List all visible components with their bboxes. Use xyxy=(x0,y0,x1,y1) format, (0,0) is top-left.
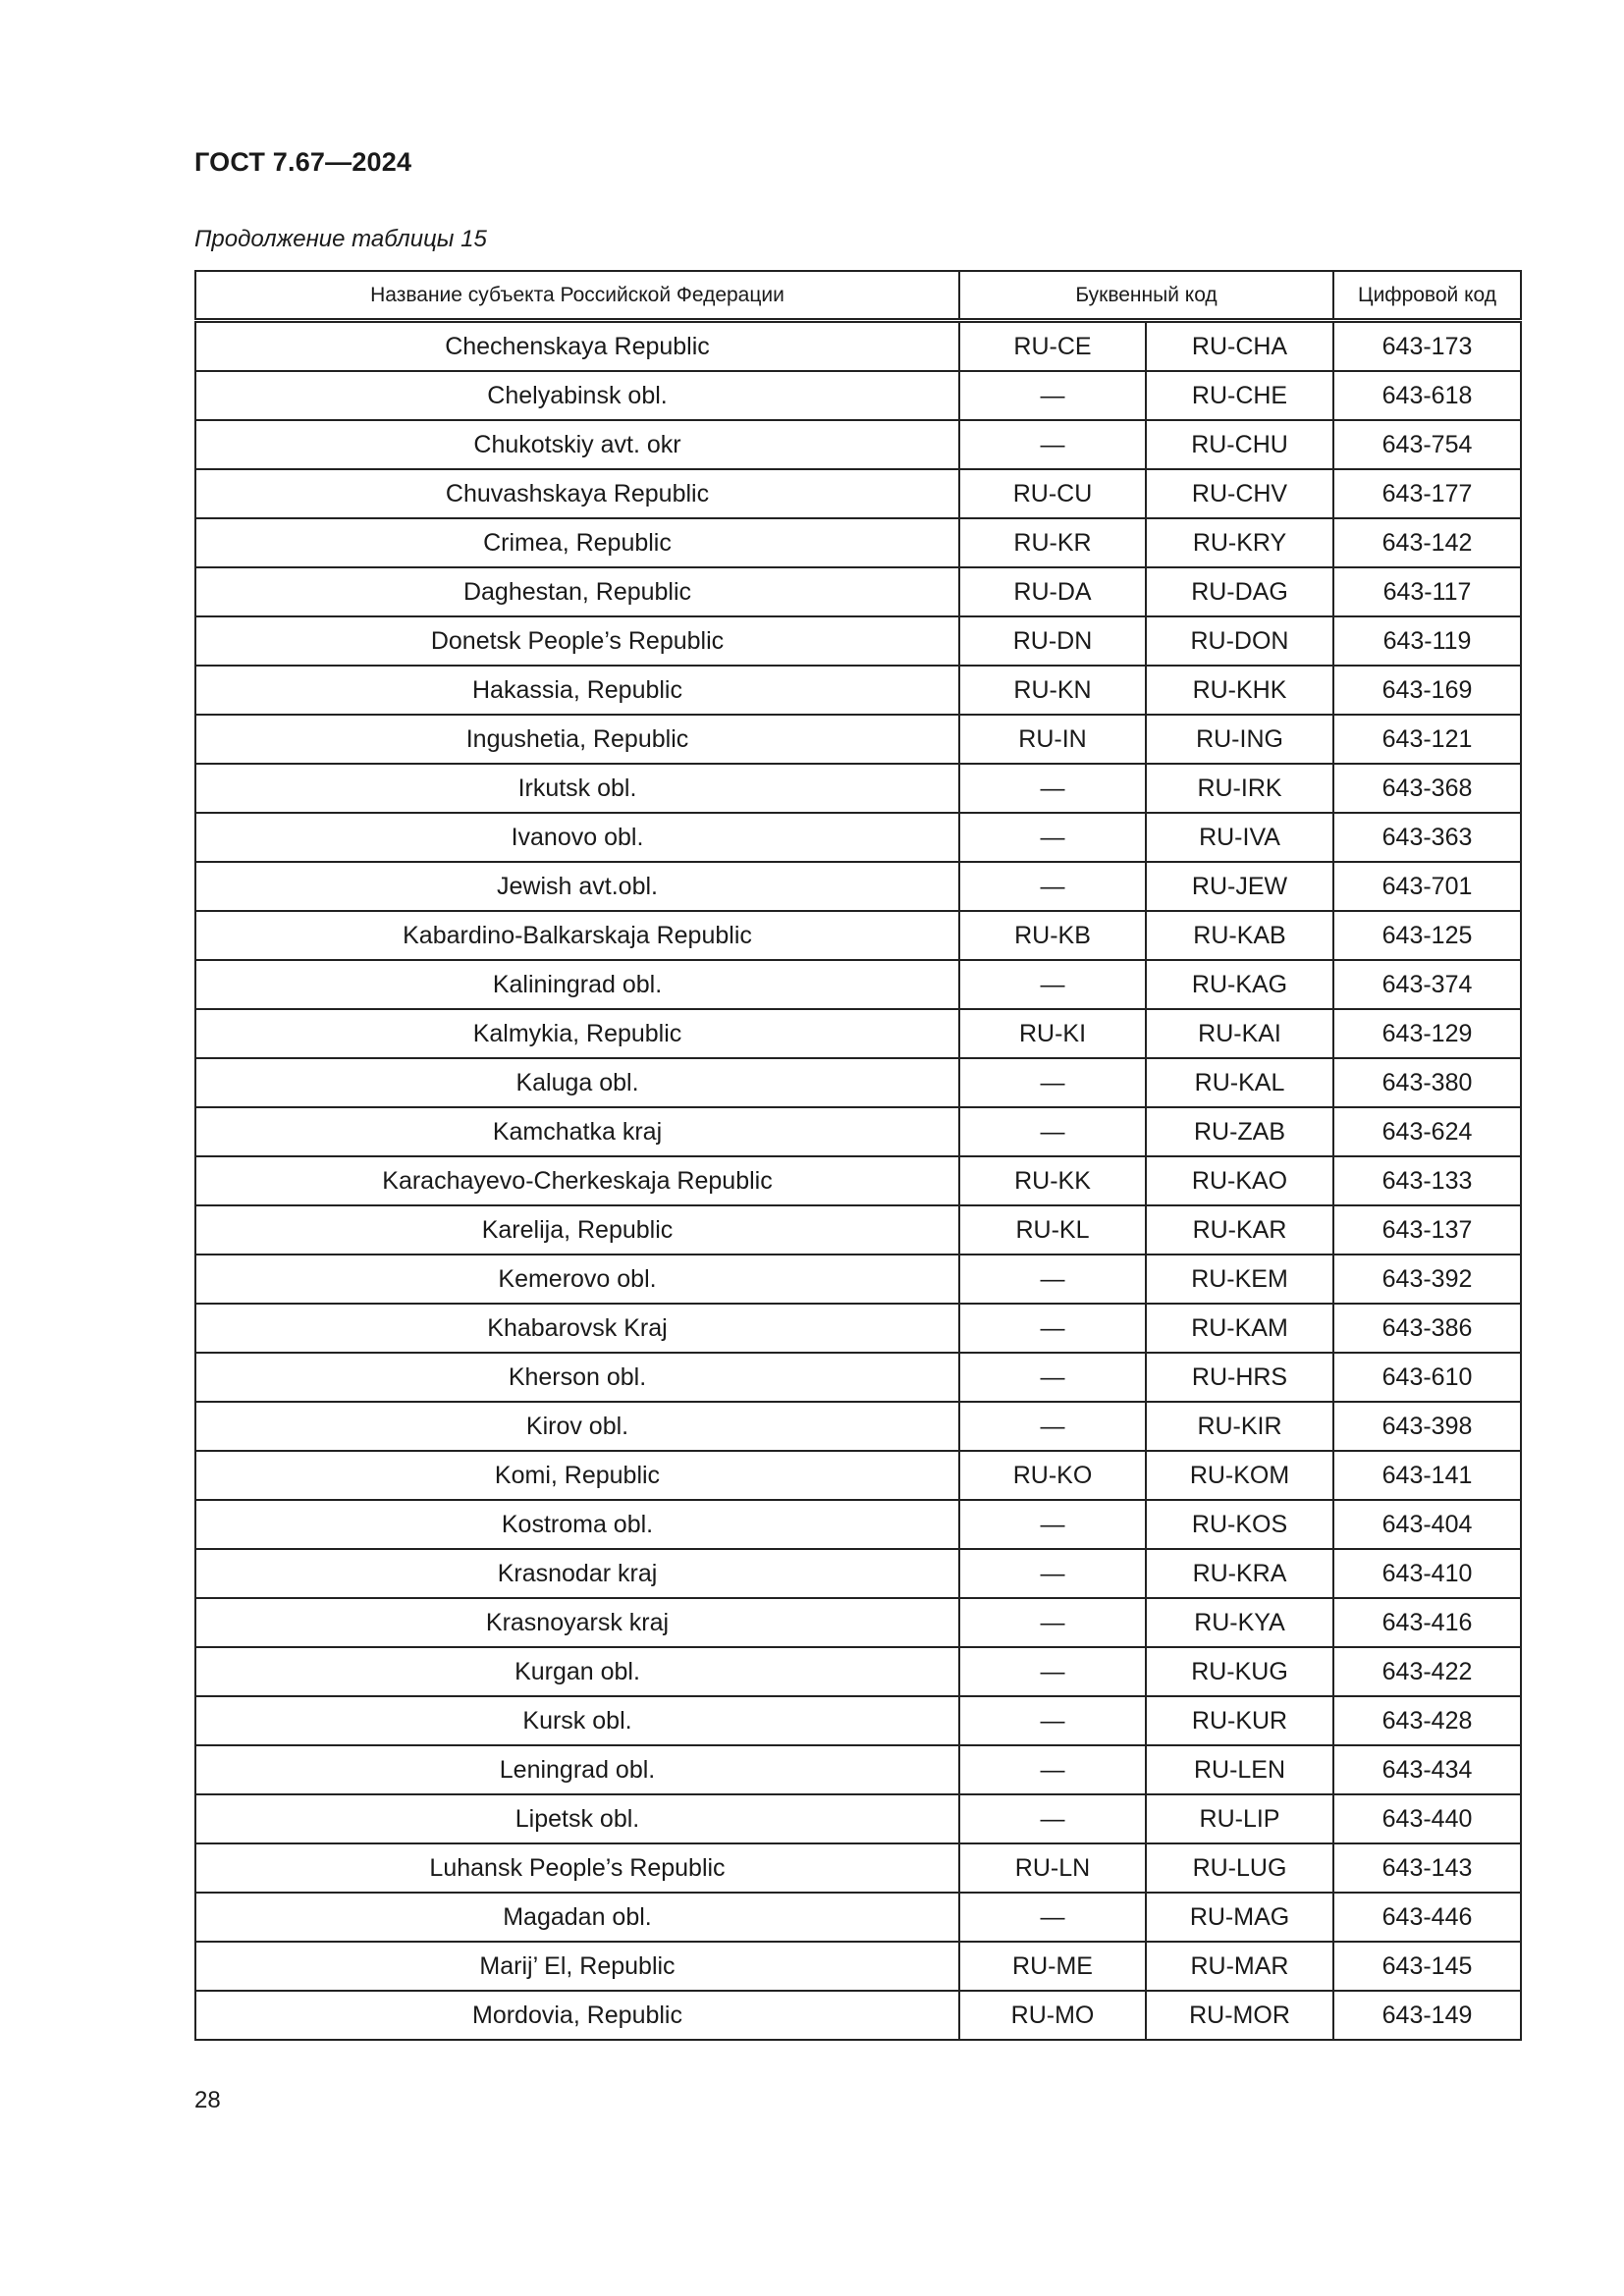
cell-region-name: Kurgan obl. xyxy=(195,1647,959,1696)
table-row xyxy=(195,1647,1521,1696)
cell-numeric-code: 643-125 xyxy=(1333,911,1521,960)
table-row xyxy=(195,1255,1521,1304)
cell-alpha3-code: RU-ZAB xyxy=(1146,1107,1333,1156)
page-number: 28 xyxy=(194,2087,221,2113)
cell-region-name: Mordovia, Republic xyxy=(195,1991,959,2040)
cell-alpha2-code: — xyxy=(959,1794,1146,1843)
cell-alpha3-code: RU-MAG xyxy=(1146,1893,1333,1942)
cell-alpha3-code: RU-CHU xyxy=(1146,420,1333,469)
table-row xyxy=(195,518,1521,567)
cell-numeric-code: 643-173 xyxy=(1333,321,1521,372)
cell-numeric-code: 643-434 xyxy=(1333,1745,1521,1794)
cell-alpha2-code: RU-ME xyxy=(959,1942,1146,1991)
cell-alpha3-code: RU-MOR xyxy=(1146,1991,1333,2040)
cell-numeric-code: 643-129 xyxy=(1333,1009,1521,1058)
cell-region-name: Chechenskaya Republic xyxy=(195,321,959,372)
cell-region-name: Ivanovo obl. xyxy=(195,813,959,862)
table-row xyxy=(195,567,1521,616)
cell-alpha3-code: RU-KYA xyxy=(1146,1598,1333,1647)
table-row xyxy=(195,1893,1521,1942)
table-row xyxy=(195,862,1521,911)
cell-alpha3-code: RU-KHK xyxy=(1146,666,1333,715)
table-row xyxy=(195,420,1521,469)
cell-numeric-code: 643-404 xyxy=(1333,1500,1521,1549)
cell-alpha2-code: — xyxy=(959,371,1146,420)
cell-numeric-code: 643-398 xyxy=(1333,1402,1521,1451)
cell-alpha2-code: RU-KI xyxy=(959,1009,1146,1058)
cell-region-name: Donetsk People’s Republic xyxy=(195,616,959,666)
cell-numeric-code: 643-177 xyxy=(1333,469,1521,518)
cell-region-name: Kemerovo obl. xyxy=(195,1255,959,1304)
cell-alpha2-code: RU-CE xyxy=(959,321,1146,372)
cell-region-name: Crimea, Republic xyxy=(195,518,959,567)
cell-alpha3-code: RU-KIR xyxy=(1146,1402,1333,1451)
cell-region-name: Karelija, Republic xyxy=(195,1205,959,1255)
cell-alpha3-code: RU-CHA xyxy=(1146,321,1333,372)
table-row xyxy=(195,911,1521,960)
cell-alpha2-code: RU-KL xyxy=(959,1205,1146,1255)
cell-region-name: Magadan obl. xyxy=(195,1893,959,1942)
cell-region-name: Luhansk People’s Republic xyxy=(195,1843,959,1893)
cell-numeric-code: 643-143 xyxy=(1333,1843,1521,1893)
cell-alpha2-code: RU-DN xyxy=(959,616,1146,666)
cell-region-name: Marij’ El, Republic xyxy=(195,1942,959,1991)
cell-region-name: Karachayevo-Cherkeskaja Republic xyxy=(195,1156,959,1205)
cell-alpha3-code: RU-DON xyxy=(1146,616,1333,666)
table-row xyxy=(195,1304,1521,1353)
table-row xyxy=(195,1402,1521,1451)
cell-numeric-code: 643-386 xyxy=(1333,1304,1521,1353)
cell-region-name: Kostroma obl. xyxy=(195,1500,959,1549)
cell-alpha3-code: RU-LEN xyxy=(1146,1745,1333,1794)
cell-region-name: Ingushetia, Republic xyxy=(195,715,959,764)
table-header-row xyxy=(195,271,1521,321)
table-row xyxy=(195,1696,1521,1745)
table-row xyxy=(195,469,1521,518)
cell-alpha2-code: — xyxy=(959,1696,1146,1745)
table-row xyxy=(195,960,1521,1009)
cell-alpha2-code: — xyxy=(959,1402,1146,1451)
cell-alpha3-code: RU-KAI xyxy=(1146,1009,1333,1058)
table-row xyxy=(195,1549,1521,1598)
table-row xyxy=(195,1353,1521,1402)
document-header: ГОСТ 7.67—2024 xyxy=(194,147,412,177)
table-row xyxy=(195,764,1521,813)
cell-region-name: Kamchatka kraj xyxy=(195,1107,959,1156)
cell-alpha3-code: RU-CHV xyxy=(1146,469,1333,518)
table-row xyxy=(195,1156,1521,1205)
cell-region-name: Kherson obl. xyxy=(195,1353,959,1402)
cell-alpha3-code: RU-IVA xyxy=(1146,813,1333,862)
cell-alpha2-code: RU-KK xyxy=(959,1156,1146,1205)
cell-alpha2-code: — xyxy=(959,1500,1146,1549)
cell-alpha3-code: RU-LIP xyxy=(1146,1794,1333,1843)
cell-region-name: Chukotskiy avt. okr xyxy=(195,420,959,469)
cell-region-name: Hakassia, Republic xyxy=(195,666,959,715)
table-row xyxy=(195,1794,1521,1843)
cell-region-name: Chelyabinsk obl. xyxy=(195,371,959,420)
table-row xyxy=(195,1598,1521,1647)
cell-numeric-code: 643-422 xyxy=(1333,1647,1521,1696)
cell-region-name: Kirov obl. xyxy=(195,1402,959,1451)
cell-numeric-code: 643-428 xyxy=(1333,1696,1521,1745)
cell-alpha3-code: RU-KOM xyxy=(1146,1451,1333,1500)
cell-region-name: Kalmykia, Republic xyxy=(195,1009,959,1058)
cell-numeric-code: 643-117 xyxy=(1333,567,1521,616)
cell-region-name: Kaluga obl. xyxy=(195,1058,959,1107)
cell-alpha2-code: — xyxy=(959,813,1146,862)
cell-alpha2-code: — xyxy=(959,1598,1146,1647)
cell-alpha2-code: — xyxy=(959,1353,1146,1402)
cell-numeric-code: 643-610 xyxy=(1333,1353,1521,1402)
cell-alpha3-code: RU-KAB xyxy=(1146,911,1333,960)
cell-numeric-code: 643-119 xyxy=(1333,616,1521,666)
cell-alpha2-code: RU-KN xyxy=(959,666,1146,715)
cell-alpha2-code: RU-IN xyxy=(959,715,1146,764)
cell-alpha2-code: — xyxy=(959,1893,1146,1942)
cell-alpha3-code: RU-DAG xyxy=(1146,567,1333,616)
table-continuation-caption: Продолжение таблицы 15 xyxy=(194,226,487,252)
cell-numeric-code: 643-121 xyxy=(1333,715,1521,764)
cell-alpha3-code: RU-ING xyxy=(1146,715,1333,764)
column-header-letter-code: Буквенный код xyxy=(959,271,1333,321)
cell-numeric-code: 643-446 xyxy=(1333,1893,1521,1942)
cell-numeric-code: 643-618 xyxy=(1333,371,1521,420)
cell-numeric-code: 643-624 xyxy=(1333,1107,1521,1156)
cell-alpha2-code: RU-KB xyxy=(959,911,1146,960)
column-header-digital-code: Цифровой код xyxy=(1333,271,1521,321)
cell-alpha2-code: — xyxy=(959,1107,1146,1156)
cell-numeric-code: 643-169 xyxy=(1333,666,1521,715)
cell-numeric-code: 643-149 xyxy=(1333,1991,1521,2040)
cell-alpha3-code: RU-HRS xyxy=(1146,1353,1333,1402)
cell-numeric-code: 643-368 xyxy=(1333,764,1521,813)
table-row xyxy=(195,1745,1521,1794)
cell-numeric-code: 643-380 xyxy=(1333,1058,1521,1107)
column-header-name: Название субъекта Российской Федерации xyxy=(195,271,959,321)
cell-alpha3-code: RU-MAR xyxy=(1146,1942,1333,1991)
cell-alpha2-code: RU-KO xyxy=(959,1451,1146,1500)
cell-numeric-code: 643-416 xyxy=(1333,1598,1521,1647)
cell-alpha3-code: RU-CHE xyxy=(1146,371,1333,420)
cell-alpha2-code: — xyxy=(959,960,1146,1009)
cell-alpha2-code: — xyxy=(959,1647,1146,1696)
cell-region-name: Kursk obl. xyxy=(195,1696,959,1745)
cell-alpha3-code: RU-KUG xyxy=(1146,1647,1333,1696)
table-row xyxy=(195,616,1521,666)
cell-alpha3-code: RU-KOS xyxy=(1146,1500,1333,1549)
cell-alpha2-code: — xyxy=(959,862,1146,911)
table-row xyxy=(195,1843,1521,1893)
cell-alpha3-code: RU-KUR xyxy=(1146,1696,1333,1745)
cell-alpha3-code: RU-JEW xyxy=(1146,862,1333,911)
cell-alpha2-code: — xyxy=(959,1058,1146,1107)
cell-region-name: Krasnodar kraj xyxy=(195,1549,959,1598)
cell-alpha2-code: — xyxy=(959,1304,1146,1353)
cell-numeric-code: 643-754 xyxy=(1333,420,1521,469)
cell-alpha2-code: RU-DA xyxy=(959,567,1146,616)
cell-alpha3-code: RU-KEM xyxy=(1146,1255,1333,1304)
cell-numeric-code: 643-410 xyxy=(1333,1549,1521,1598)
cell-alpha3-code: RU-LUG xyxy=(1146,1843,1333,1893)
table-row xyxy=(195,1451,1521,1500)
cell-alpha3-code: RU-IRK xyxy=(1146,764,1333,813)
cell-region-name: Kaliningrad obl. xyxy=(195,960,959,1009)
cell-region-name: Chuvashskaya Republic xyxy=(195,469,959,518)
cell-region-name: Leningrad obl. xyxy=(195,1745,959,1794)
cell-numeric-code: 643-145 xyxy=(1333,1942,1521,1991)
cell-alpha2-code: — xyxy=(959,1549,1146,1598)
table-row xyxy=(195,1991,1521,2040)
cell-numeric-code: 643-133 xyxy=(1333,1156,1521,1205)
cell-alpha3-code: RU-KAO xyxy=(1146,1156,1333,1205)
table-row xyxy=(195,1942,1521,1991)
table-row xyxy=(195,321,1521,372)
table-row xyxy=(195,1058,1521,1107)
cell-numeric-code: 643-137 xyxy=(1333,1205,1521,1255)
table-row xyxy=(195,1500,1521,1549)
cell-region-name: Irkutsk obl. xyxy=(195,764,959,813)
table-body xyxy=(195,321,1521,2041)
cell-alpha2-code: RU-CU xyxy=(959,469,1146,518)
cell-alpha3-code: RU-KRA xyxy=(1146,1549,1333,1598)
table-row xyxy=(195,813,1521,862)
cell-alpha2-code: — xyxy=(959,764,1146,813)
cell-alpha2-code: RU-LN xyxy=(959,1843,1146,1893)
cell-numeric-code: 643-701 xyxy=(1333,862,1521,911)
table-row xyxy=(195,715,1521,764)
cell-region-name: Khabarovsk Kraj xyxy=(195,1304,959,1353)
cell-region-name: Jewish avt.obl. xyxy=(195,862,959,911)
cell-region-name: Krasnoyarsk kraj xyxy=(195,1598,959,1647)
cell-alpha3-code: RU-KAR xyxy=(1146,1205,1333,1255)
cell-numeric-code: 643-142 xyxy=(1333,518,1521,567)
cell-alpha2-code: — xyxy=(959,420,1146,469)
cell-region-name: Kabardino-Balkarskaja Republic xyxy=(195,911,959,960)
cell-numeric-code: 643-141 xyxy=(1333,1451,1521,1500)
cell-alpha3-code: RU-KAG xyxy=(1146,960,1333,1009)
cell-numeric-code: 643-440 xyxy=(1333,1794,1521,1843)
cell-region-name: Daghestan, Republic xyxy=(195,567,959,616)
cell-numeric-code: 643-363 xyxy=(1333,813,1521,862)
table-row xyxy=(195,1009,1521,1058)
cell-alpha2-code: RU-KR xyxy=(959,518,1146,567)
cell-region-name: Komi, Republic xyxy=(195,1451,959,1500)
cell-region-name: Lipetsk obl. xyxy=(195,1794,959,1843)
table-row xyxy=(195,371,1521,420)
table-row xyxy=(195,666,1521,715)
cell-alpha2-code: — xyxy=(959,1745,1146,1794)
cell-alpha3-code: RU-KAM xyxy=(1146,1304,1333,1353)
cell-alpha2-code: — xyxy=(959,1255,1146,1304)
cell-numeric-code: 643-392 xyxy=(1333,1255,1521,1304)
table-row xyxy=(195,1205,1521,1255)
region-codes-table xyxy=(194,270,1522,2041)
cell-alpha3-code: RU-KAL xyxy=(1146,1058,1333,1107)
cell-numeric-code: 643-374 xyxy=(1333,960,1521,1009)
cell-alpha3-code: RU-KRY xyxy=(1146,518,1333,567)
table-row xyxy=(195,1107,1521,1156)
cell-alpha2-code: RU-MO xyxy=(959,1991,1146,2040)
